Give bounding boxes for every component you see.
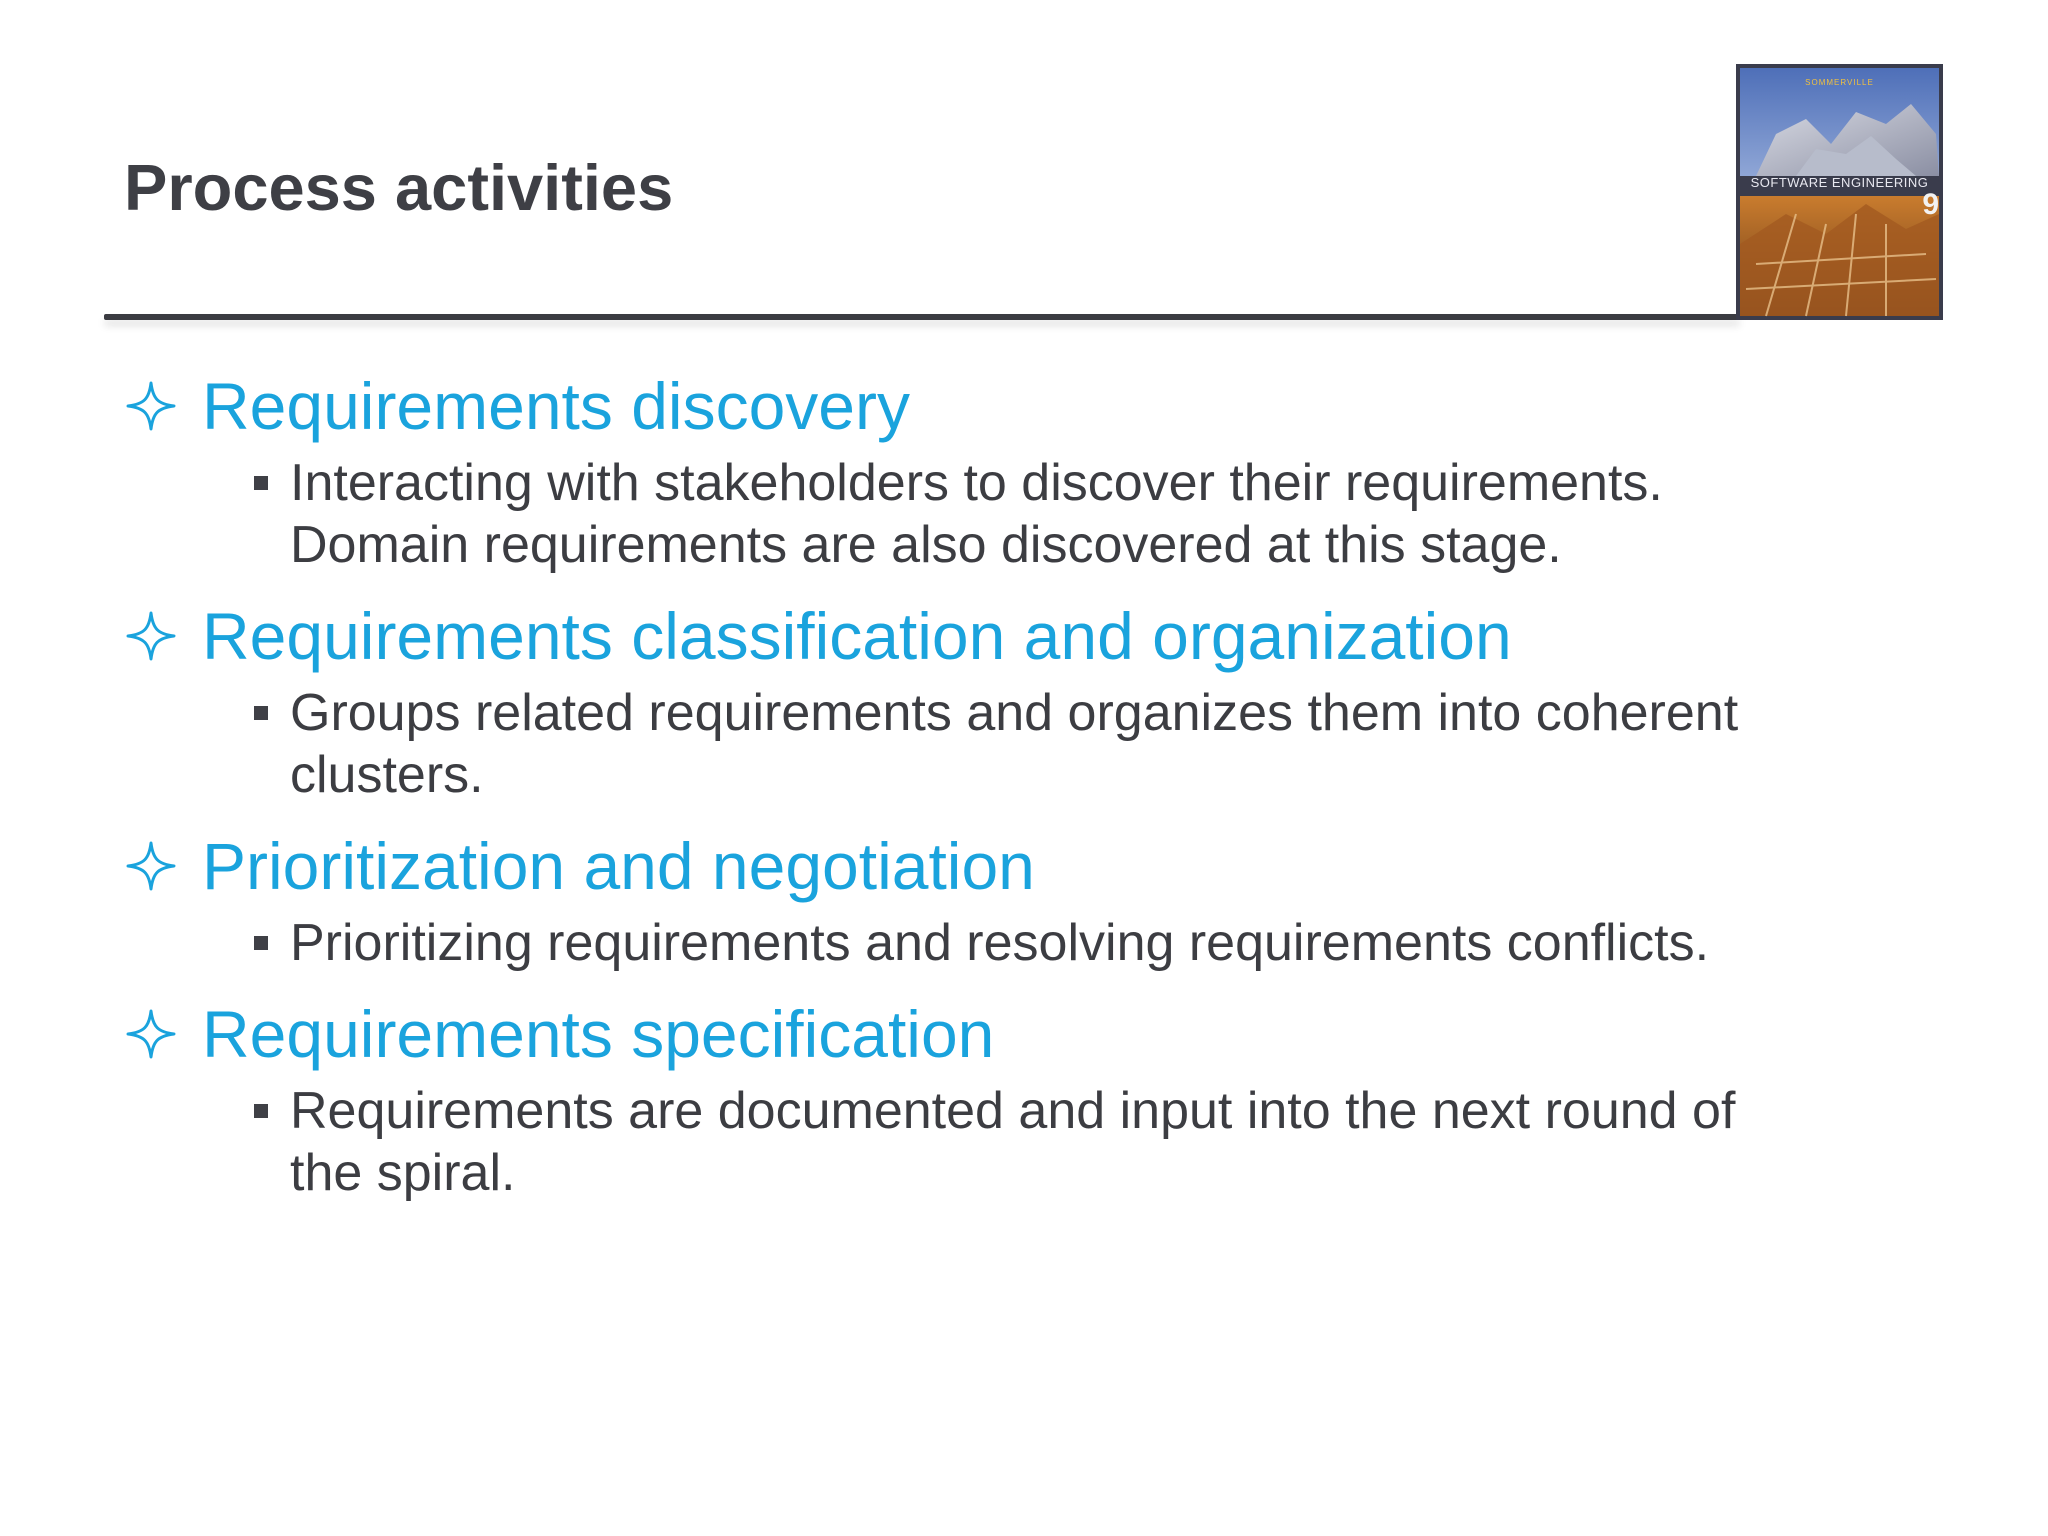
detail-line: clusters.: [290, 746, 484, 804]
section-heading: [124, 988, 1924, 1080]
slide-content: [124, 360, 1924, 1218]
section-requirements-classification: [124, 590, 1924, 820]
section-detail: [290, 1080, 1924, 1218]
square-bullet-icon: [254, 476, 268, 490]
four-point-star-icon: [124, 609, 178, 663]
section-requirements-specification: [124, 988, 1924, 1218]
detail-line: Domain requirements are also discovered at this stage.: [290, 516, 1562, 574]
slide-title: Process activities: [124, 151, 674, 224]
square-bullet-icon: [254, 1104, 268, 1118]
detail-line: Interacting with stakeholders to discover their requirements.: [290, 454, 1663, 512]
cover-author-text: SOMMERVILLE: [1805, 78, 1874, 87]
section-detail: [290, 452, 1924, 590]
book-cover-image: [1736, 64, 1943, 320]
detail-line: the spiral.: [290, 1144, 516, 1202]
title-divider: [104, 314, 1740, 320]
section-heading-text: Requirements classification and organization: [202, 599, 1512, 673]
detail-line: Groups related requirements and organizes them into coherent: [290, 684, 1739, 742]
book-cover-art: [1736, 64, 1943, 320]
square-bullet-icon: [254, 936, 268, 950]
section-requirements-discovery: [124, 360, 1924, 590]
section-heading-text: Requirements discovery: [202, 369, 910, 443]
section-prioritization-negotiation: [124, 820, 1924, 988]
section-heading: [124, 360, 1924, 452]
square-bullet-icon: [254, 706, 268, 720]
cover-title-text: SOFTWARE ENGINEERING: [1750, 175, 1929, 190]
four-point-star-icon: [124, 379, 178, 433]
detail-line: Requirements are documented and input into the next round of: [290, 1082, 1736, 1140]
cover-edition-number: 9: [1922, 188, 1939, 221]
section-heading-text: Prioritization and negotiation: [202, 829, 1035, 903]
section-heading: [124, 590, 1924, 682]
detail-line: Prioritizing requirements and resolving requirements conflicts.: [290, 914, 1710, 972]
four-point-star-icon: [124, 839, 178, 893]
section-heading: [124, 820, 1924, 912]
four-point-star-icon: [124, 1007, 178, 1061]
section-detail: [290, 682, 1924, 820]
section-heading-text: Requirements specification: [202, 997, 995, 1071]
section-detail: [290, 912, 1924, 988]
